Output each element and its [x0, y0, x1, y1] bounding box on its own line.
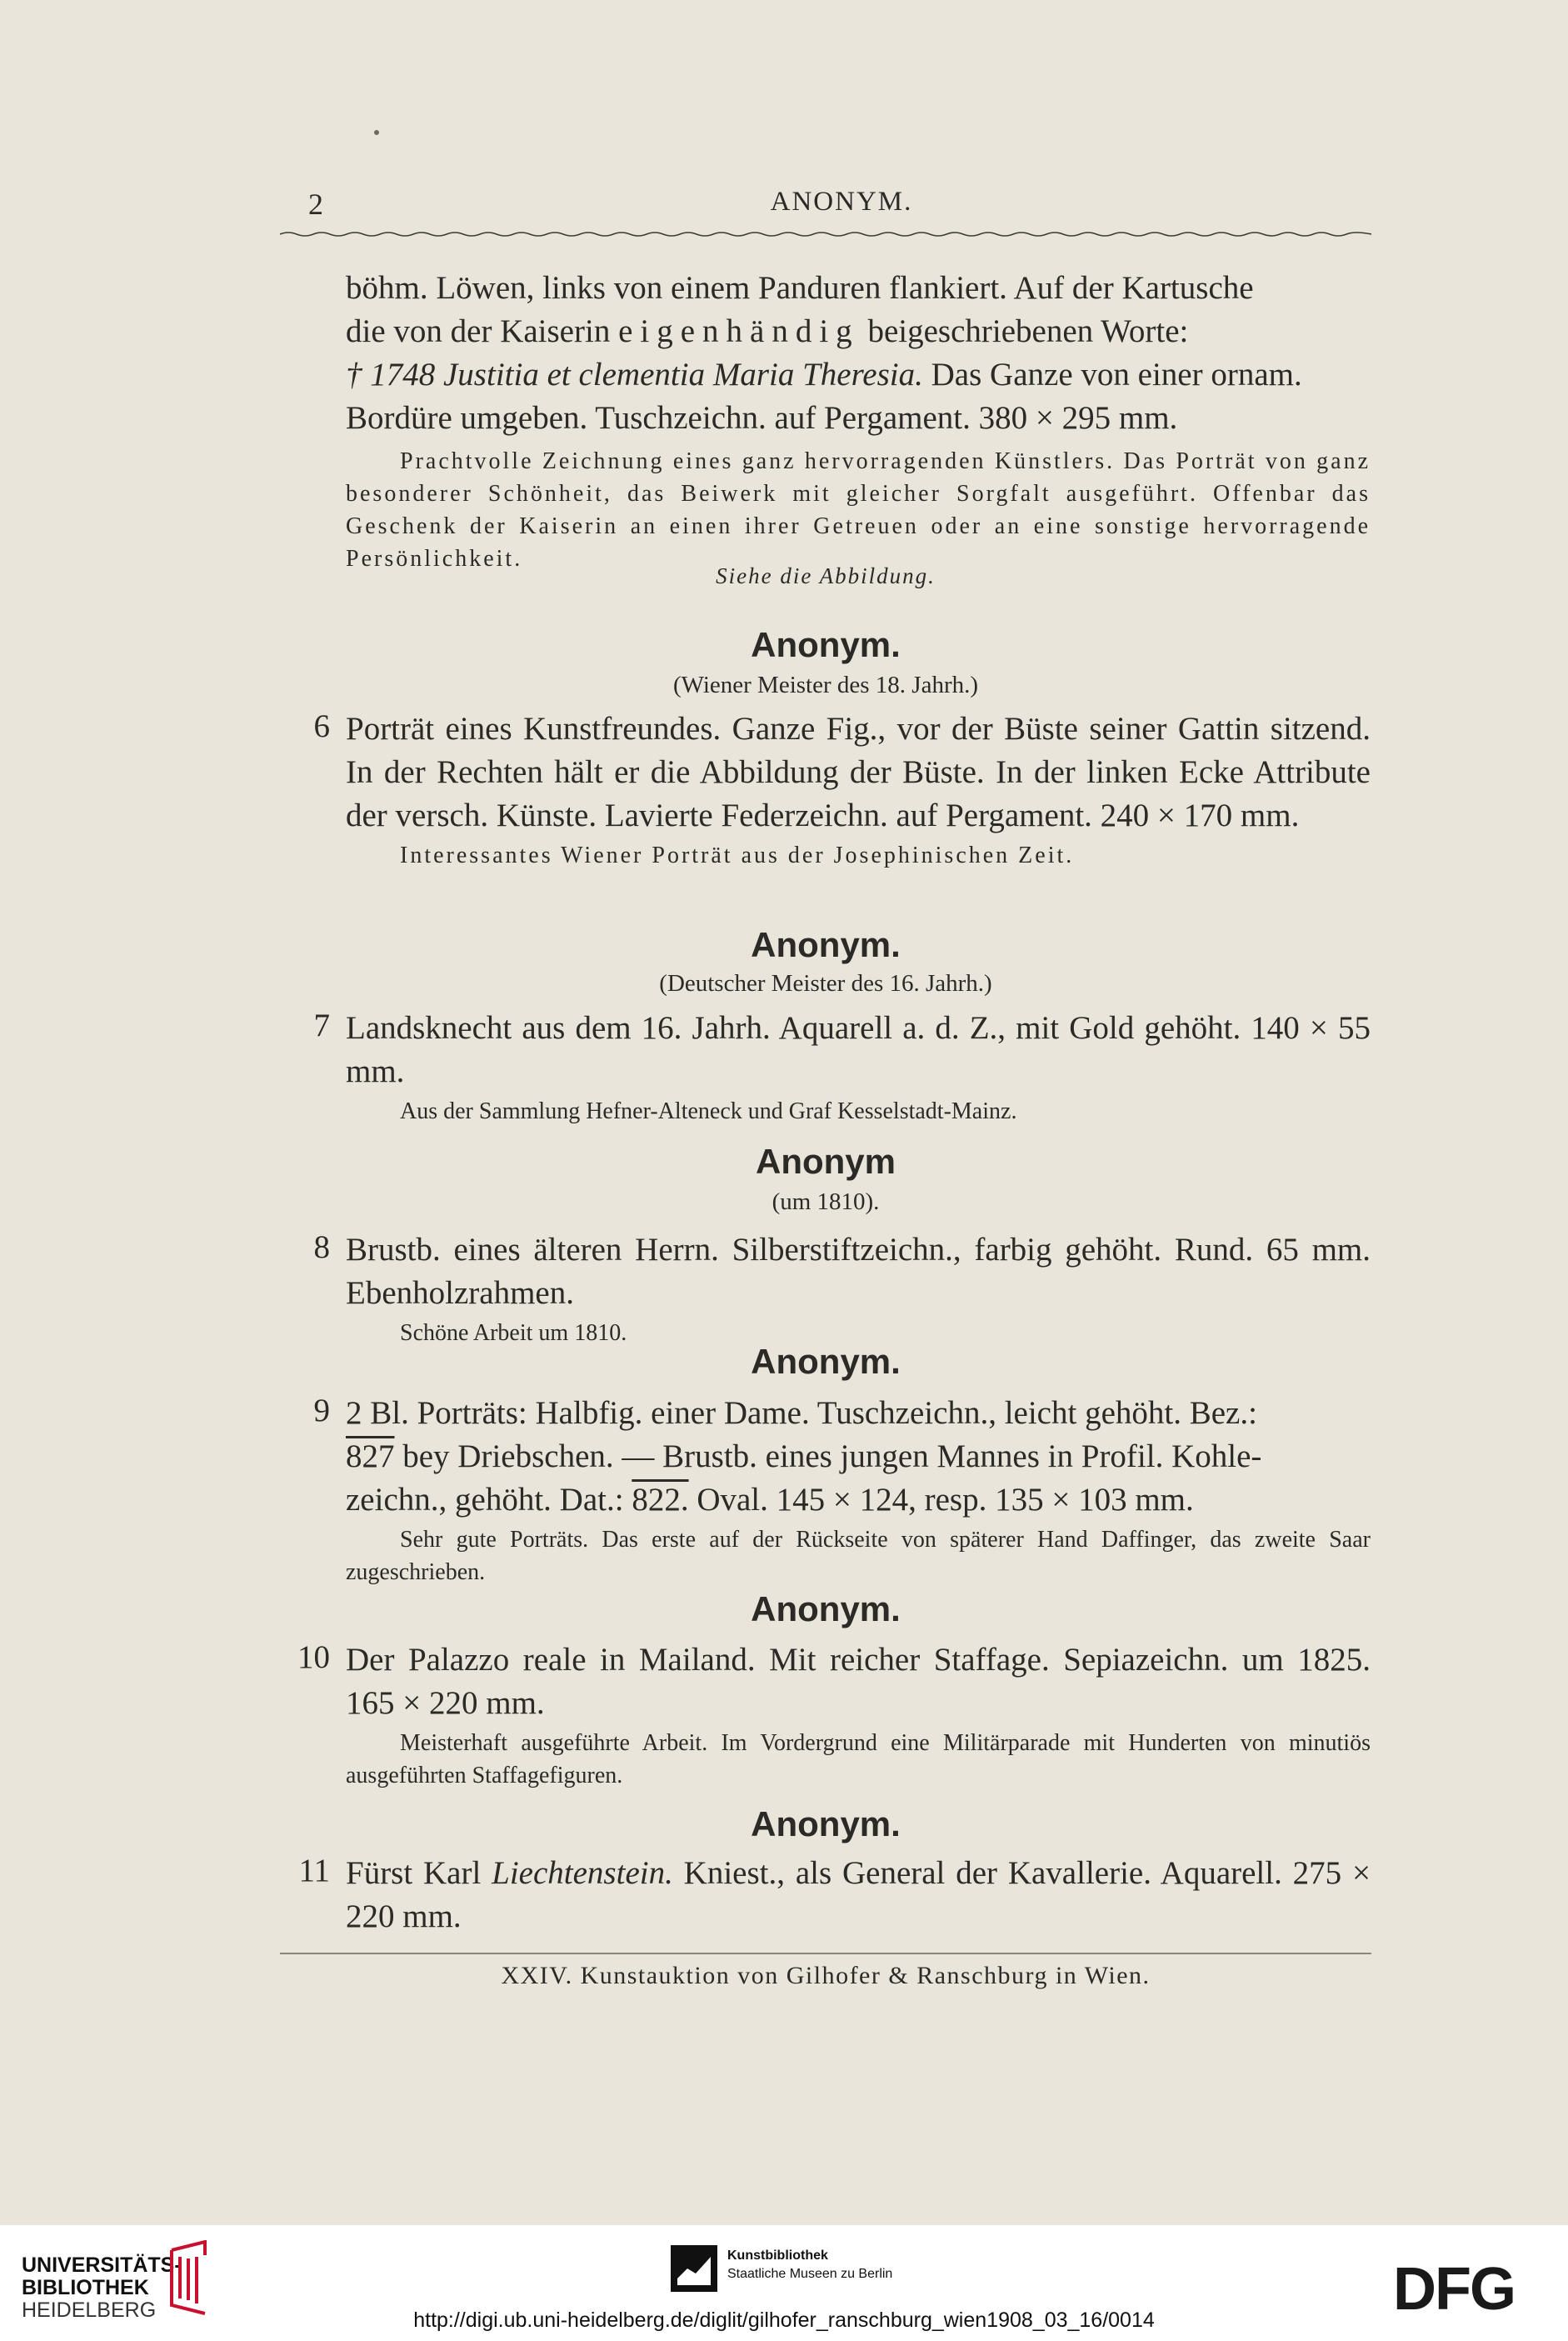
entry-subheading: (Deutscher Meister des 16. Jahrh.) [659, 970, 992, 997]
page-number: 2 [308, 188, 323, 221]
entry-number: 10 [297, 1639, 330, 1675]
entry-heading: Anonym. [751, 1804, 901, 1843]
entry-body [346, 1228, 1371, 1349]
entry-text-line-2: 827 bey Driebschen. — Brustb. eines jungen Mannes in Profil. Kohle- [346, 1438, 1262, 1474]
entry-subheading: (Wiener Meister des 18. Jahrh.) [672, 672, 979, 698]
entry-subheading: (um 1810). [772, 1188, 880, 1215]
running-head [308, 187, 1375, 228]
entry-text-line-1: 2 Bl. Porträts: Halbfig. einer Dame. Tuschzeichn., leicht gehöht. Bez.: [346, 1395, 1257, 1431]
italic-quote: † 1748 Justitia et clementia Maria Theresia. [346, 357, 923, 393]
entry-number: 6 [313, 708, 330, 744]
kunstbibliothek-logo-icon[interactable] [671, 2245, 717, 2292]
cont-note: Prachtvolle Zeichnung eines ganz hervorragenden Künstlers. Das Porträt von ganz besonderer Schönheit, das Beiwerk mit gleicher Sorgfalt ausgeführt. Offenbar das Geschenk der Kaiserin an einen ihrer Getreuen oder an eine sonstige hervorragende Persönlichkeit. [346, 448, 1371, 572]
entry-heading: Anonym. [751, 625, 901, 664]
cont-line-3: † 1748 Justitia et clementia Maria Theresia. Das Ganze von einer ornam. [346, 357, 1302, 393]
entry-number: 11 [298, 1853, 330, 1888]
cont-line-1: böhm. Löwen, links von einem Panduren flankiert. Auf der Kartusche [346, 270, 1254, 306]
footer-line: XXIV. Kunstauktion von Gilhofer & Ranschburg in Wien. [501, 1962, 1151, 1989]
permalink-url[interactable]: http://digi.ub.uni-heidelberg.de/diglit/gilhofer_ranschburg_wien1908_03_16/0014 [413, 2308, 1155, 2332]
entry-number: 9 [313, 1393, 330, 1428]
entry-body [346, 1638, 1371, 1792]
entry-heading: Anonym. [751, 1589, 901, 1628]
overlined-number: 822. [632, 1482, 689, 1518]
speck [374, 130, 379, 135]
entry-text: Der Palazzo reale in Mailand. Mit reicher Staffage. Sepiazeichn. um 1825. 165 × 220 mm. [346, 1642, 1371, 1721]
entry-body [346, 1007, 1371, 1128]
entry-text: Landsknecht aus dem 16. Jahrh. Aquarell a. d. Z., mit Gold gehöht. 140 × 55 mm. [346, 1010, 1371, 1089]
running-title: ANONYM. [770, 187, 913, 217]
spaced-word: eigenhändig [618, 313, 860, 349]
entry-text: Fürst Karl Liechtenstein. Kniest., als General der Kavallerie. Aquarell. 275 × 220 mm. [346, 1855, 1371, 1934]
entry-text: Porträt eines Kunstfreundes. Ganze Fig., vor der Büste seiner Gattin sitzend. In der Rechten hält er die Abbildung der Büste. In der linken Ecke Attribute der versch. Künste. Lavierte Federzeichn. auf Pergament. 240 × 170 mm. [346, 711, 1371, 833]
entry-continuation [346, 267, 1371, 575]
entry-text-line-3: zeichn., gehöht. Dat.: 822. Oval. 145 × 124, resp. 135 × 103 mm. [346, 1482, 1194, 1518]
entry-heading: Anonym. [751, 1342, 901, 1381]
entry-note: Meisterhaft ausgeführte Arbeit. Im Vordergrund eine Militärparade mit Hunderten von minutiös ausgeführten Staffagefiguren. [346, 1730, 1371, 1788]
entry-heading: Anonym [756, 1142, 896, 1181]
entry-text: Brustb. eines älteren Herrn. Silberstiftzeichn., farbig gehöht. Rund. 65 mm. Ebenholzrahmen. [346, 1232, 1371, 1311]
italic-name: Liechtenstein. [492, 1855, 673, 1891]
entry-note: Schöne Arbeit um 1810. [400, 1320, 627, 1346]
wavy-rule [280, 230, 1371, 238]
cont-line-4: Bordüre umgeben. Tuschzeichn. auf Pergament. 380 × 295 mm. [346, 400, 1178, 436]
entry-heading: Anonym. [751, 925, 901, 964]
overlined-number: 827 [346, 1438, 395, 1474]
entry-note: Aus der Sammlung Hefner-Alteneck und Graf Kesselstadt-Mainz. [400, 1098, 1017, 1124]
entry-body [346, 1852, 1371, 1938]
footer-rule [280, 1953, 1371, 1954]
ub-heidelberg-logo-icon[interactable] [155, 2240, 217, 2315]
figure-reference: Siehe die Abbildung. [716, 563, 936, 588]
kunstbibliothek-logo-text[interactable]: Kunstbibliothek Staatliche Museen zu Berlin [727, 2248, 893, 2281]
entry-body [346, 1392, 1371, 1588]
entry-note: Interessantes Wiener Porträt aus der Josephinischen Zeit. [400, 843, 1075, 868]
ub-heidelberg-logo-text[interactable]: UNIVERSITÄTS- BIBLIOTHEK HEIDELBERG [22, 2253, 182, 2322]
dfg-logo[interactable]: DFG [1393, 2256, 1515, 2323]
cont-line-2: die von der Kaiserin eigenhändig beigeschriebenen Worte: [346, 313, 1189, 349]
entry-note: Sehr gute Porträts. Das erste auf der Rückseite von späterer Hand Daffinger, das zweite Saar zugeschrieben. [346, 1527, 1371, 1585]
entry-body [346, 708, 1371, 872]
entry-number: 8 [313, 1229, 330, 1265]
entry-number: 7 [313, 1008, 330, 1043]
